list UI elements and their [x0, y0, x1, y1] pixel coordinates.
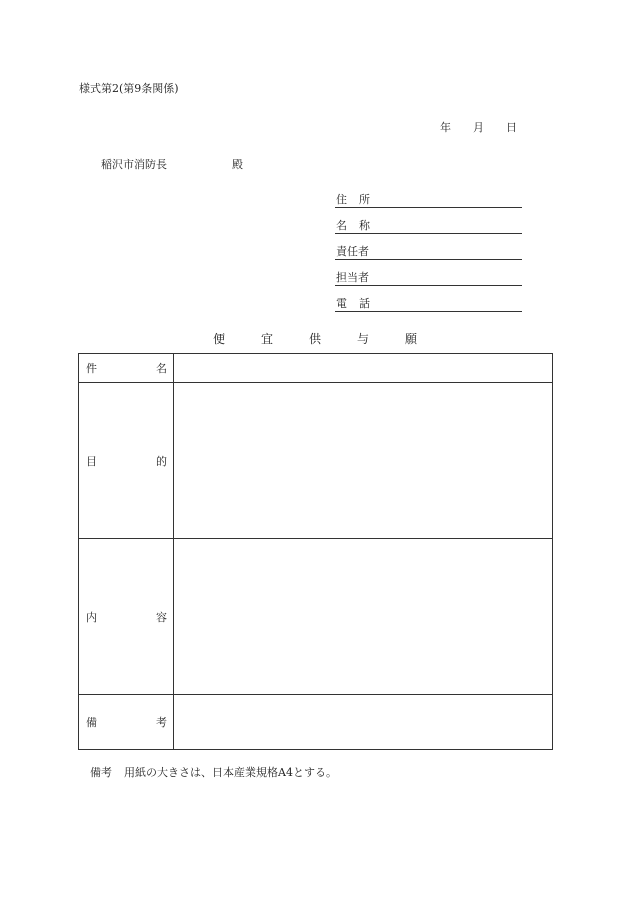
label-char: 目: [86, 454, 97, 468]
label-char: 考: [156, 716, 167, 729]
field-label-char: 電: [336, 297, 347, 310]
addressee-honorific: 殿: [232, 158, 243, 171]
title-char: 供: [308, 332, 321, 346]
table-row: [79, 539, 553, 695]
table-row: [79, 695, 553, 750]
table-row: [79, 383, 553, 539]
title-char: 便: [212, 332, 225, 346]
title-char: 願: [405, 332, 418, 346]
title-char: 宜: [260, 332, 273, 346]
remarks-input-cell[interactable]: [174, 695, 553, 750]
field-label-char: 住: [336, 193, 347, 206]
day-label: 日: [506, 121, 517, 134]
row-label: [79, 354, 174, 383]
form-number: 様式第2(第9条関係): [79, 82, 179, 95]
applicant-block: [335, 192, 522, 322]
label-char: 件: [86, 362, 97, 375]
applicant-contact-field[interactable]: [335, 270, 522, 286]
date-line: [440, 119, 517, 135]
footnote-text: 用紙の大きさは、日本産業規格A4とする。: [124, 766, 337, 779]
title-char: 与: [357, 332, 370, 346]
field-label-char: 名: [336, 219, 347, 232]
purpose-input-cell[interactable]: [174, 383, 553, 539]
label-char: 備: [86, 716, 97, 729]
row-label: [79, 383, 174, 539]
label-char: 容: [156, 610, 167, 624]
applicant-responsible-field[interactable]: [335, 244, 522, 260]
row-label: [79, 695, 174, 750]
field-label: 責任者: [336, 245, 369, 258]
footnote: [90, 764, 337, 780]
footnote-label: 備考: [90, 766, 112, 779]
month-label: 月: [473, 121, 484, 134]
label-char: 的: [156, 454, 167, 468]
applicant-name-field[interactable]: [335, 218, 522, 234]
content-input-cell[interactable]: [174, 539, 553, 695]
applicant-phone-field[interactable]: [335, 296, 522, 312]
row-label: [79, 539, 174, 695]
table-row: [79, 354, 553, 383]
application-table: [78, 353, 553, 750]
field-label-char: 称: [359, 219, 370, 232]
field-label-char: 話: [359, 297, 370, 310]
addressee-name: 稲沢市消防長: [101, 158, 167, 171]
form-title: [0, 330, 630, 347]
year-label: 年: [440, 121, 451, 134]
field-label: 担当者: [336, 271, 369, 284]
subject-input-cell[interactable]: [174, 354, 553, 383]
label-char: 名: [156, 362, 167, 375]
field-label-char: 所: [359, 193, 370, 206]
label-char: 内: [86, 610, 97, 624]
applicant-address-field[interactable]: [335, 192, 522, 208]
